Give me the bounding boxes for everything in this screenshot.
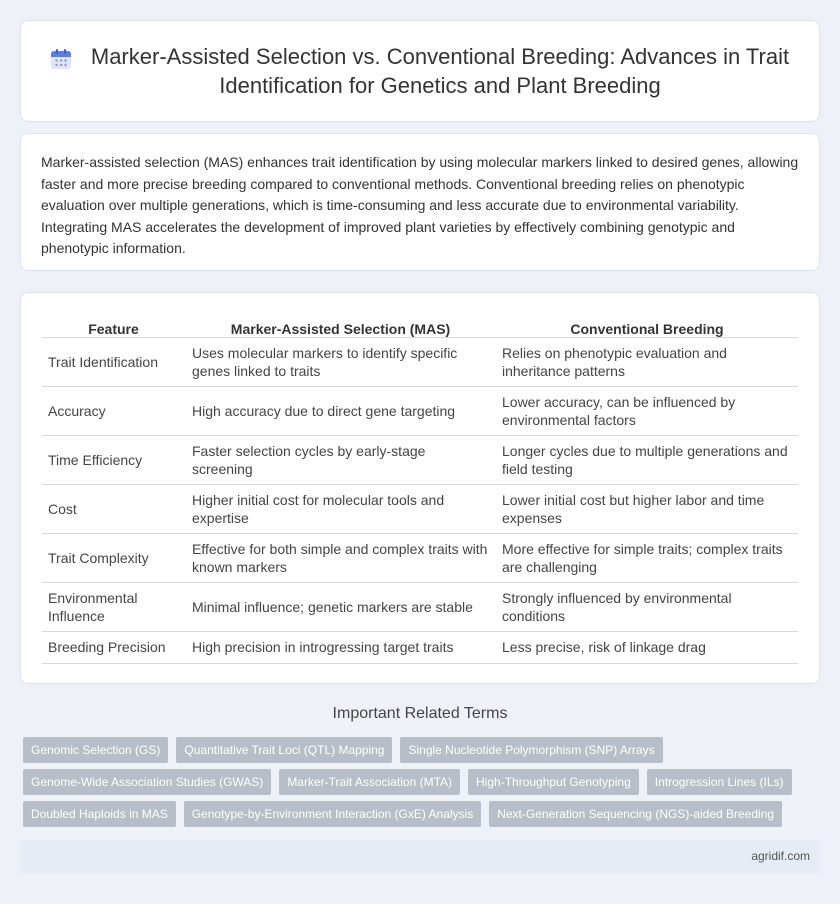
related-term-tag[interactable]: Doubled Haploids in MAS (23, 801, 176, 827)
related-term-tag[interactable]: Genotype-by-Environment Interaction (GxE) Analysis (184, 801, 481, 827)
feature-cell: Environmental Influence (42, 582, 185, 631)
related-term-tag[interactable]: Genome-Wide Association Studies (GWAS) (23, 769, 271, 795)
feature-cell: Cost (42, 484, 185, 533)
mas-cell: Faster selection cycles by early-stage screening (185, 435, 495, 484)
table-row (42, 435, 798, 484)
comparison-table-card (20, 292, 820, 684)
header-mas: Marker-Assisted Selection (MAS) (185, 315, 495, 337)
tag-row (23, 769, 813, 795)
footer-site-link[interactable]: agridif.com (751, 849, 810, 863)
feature-cell: Accuracy (42, 386, 185, 435)
conventional-cell: Relies on phenotypic evaluation and inheritance patterns (495, 337, 798, 386)
related-term-tag[interactable]: Next-Generation Sequencing (NGS)-aided Breeding (489, 801, 782, 827)
table-row (42, 337, 798, 386)
feature-cell: Time Efficiency (42, 435, 185, 484)
mas-cell: Minimal influence; genetic markers are stable (185, 582, 495, 631)
table-row (42, 484, 798, 533)
feature-cell: Breeding Precision (42, 631, 185, 663)
related-term-tag[interactable]: High-Throughput Genotyping (468, 769, 639, 795)
header-card (20, 20, 820, 122)
related-term-tag[interactable]: Marker-Trait Association (MTA) (279, 769, 460, 795)
tag-row (23, 737, 813, 763)
mas-cell: Effective for both simple and complex traits with known markers (185, 533, 495, 582)
conventional-cell: Lower accuracy, can be influenced by environmental factors (495, 386, 798, 435)
related-term-tag[interactable]: Introgression Lines (ILs) (647, 769, 792, 795)
header-conventional: Conventional Breeding (495, 315, 798, 337)
summary-text: Marker-assisted selection (MAS) enhances trait identification by using molecular markers linked to desired genes, allowing faster and more precise breeding compared to conventional methods. Conventional breeding relies on phenotypic evaluation over multiple generations, which is time-consuming and less accurate due to environmental variability. Integrating MAS accelerates the development of improved plant varieties by effectively combining genotypic and phenotypic information. (41, 154, 799, 256)
conventional-cell: Lower initial cost but higher labor and time expenses (495, 484, 798, 533)
feature-cell: Trait Complexity (42, 533, 185, 582)
table-row (42, 533, 798, 582)
feature-cell: Trait Identification (42, 337, 185, 386)
page-title: Marker-Assisted Selection vs. Conventional Breeding: Advances in Trait Identification for Genetics and Plant Breeding (90, 44, 790, 98)
conventional-cell: Strongly influenced by environmental conditions (495, 582, 798, 631)
related-term-tag[interactable]: Single Nucleotide Polymorphism (SNP) Arrays (400, 737, 662, 763)
mas-cell: High accuracy due to direct gene targeting (185, 386, 495, 435)
conventional-cell: Less precise, risk of linkage drag (495, 631, 798, 663)
conventional-cell: Longer cycles due to multiple generations and field testing (495, 435, 798, 484)
table-row (42, 582, 798, 631)
related-term-tag[interactable]: Genomic Selection (GS) (23, 737, 168, 763)
comparison-table (42, 315, 798, 664)
table-row (42, 386, 798, 435)
conventional-cell: More effective for simple traits; complex traits are challenging (495, 533, 798, 582)
table-row (42, 631, 798, 663)
related-terms-title: Important Related Terms (332, 705, 508, 722)
summary-card (20, 133, 820, 271)
header-feature: Feature (42, 315, 185, 337)
tag-row (23, 801, 813, 827)
table-header-row (42, 315, 798, 337)
related-term-tag[interactable]: Quantitative Trait Loci (QTL) Mapping (176, 737, 392, 763)
related-terms-list (23, 737, 813, 833)
mas-cell: Higher initial cost for molecular tools and expertise (185, 484, 495, 533)
footer (20, 840, 820, 874)
mas-cell: Uses molecular markers to identify specific genes linked to traits (185, 337, 495, 386)
mas-cell: High precision in introgressing target traits (185, 631, 495, 663)
